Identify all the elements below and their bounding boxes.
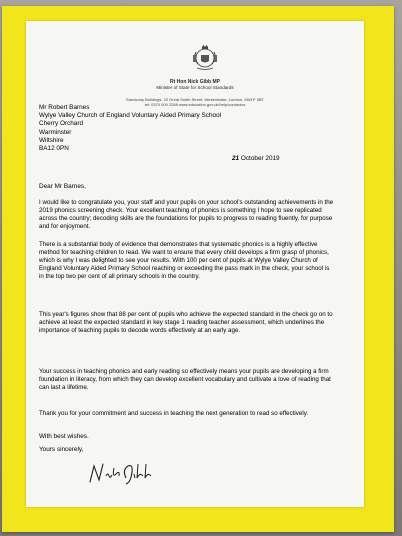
recipient-line: Warminster — [39, 128, 72, 136]
recipient-line: Wylye Valley Church of England Voluntary Aided Primary School — [39, 112, 222, 120]
handwritten-signature — [86, 458, 168, 488]
date-day: 21 — [232, 155, 240, 162]
date-month-year: October 2019 — [240, 155, 280, 162]
closing-line: With best wishes. — [39, 433, 89, 440]
salutation: Dear Mr Barnes, — [39, 183, 86, 190]
recipient-line: Cherry Orchard — [39, 120, 84, 128]
recipient-line: Mr Robert Barnes — [39, 104, 90, 111]
body-paragraph: I would like to congratulate you, your staff and your pupils on your school's outstanding achievements in the 2019 phonics screening check. Your excellent teaching of phonics is something I hope to see replicated across the country; decoding skills are the foundations for pupils to progress to reading fluently, for purpose and for enjoyment. — [39, 199, 334, 230]
sender-address: Sanctuary Buildings, 20 Great Smith Street, Westminster, London, SW1P 3BT — [126, 97, 264, 102]
letter-date — [232, 155, 280, 162]
sender-contact: tel: 0370 000 2288 www.education.gov.uk/help/contactus — [144, 102, 246, 107]
signoff-line: Yours sincerely, — [39, 446, 84, 453]
body-paragraph: Your success in teaching phonics and early reading so effectively means your pupils are developing a firm foundation in literacy, from which they can develop excellent vocabulary and cultivate a love of reading that can last a lifetime. — [39, 368, 331, 391]
sender-role: Minister of State for School Standards — [156, 85, 234, 90]
royal-coat-of-arms-icon — [188, 41, 222, 75]
sender-name: Rt Hon Nick Gibb MP — [170, 79, 220, 85]
body-paragraph: Thank you for your commitment and success in teaching the next generation to read so effectively. — [39, 410, 309, 417]
recipient-address-block — [39, 104, 221, 153]
body-paragraph: This year's figures show that 88 per cent of pupils who achieve the expected standard in the check go on to achieve at least the expected standard in key stage 1 reading teacher assessment, which underlines the importance of teaching pupils to decode words effectively at an early age. — [39, 311, 333, 334]
recipient-line: BA12 0PN — [39, 145, 69, 153]
body-paragraph: There is a substantial body of evidence that demonstrates that systematic phonics is a highly effective method for teaching children to read. We want to ensure that every child develops a firm grasp of phonics, which is why I was delighted to see your results. With 100 per cent of pupils at Wylye Valley Church of England Voluntary Aided Primary School reaching or exceeding the pass mark in the check, your school is in the top two per cent of all primary schools in the country. — [39, 241, 330, 280]
recipient-line: Wiltshire — [39, 136, 64, 144]
